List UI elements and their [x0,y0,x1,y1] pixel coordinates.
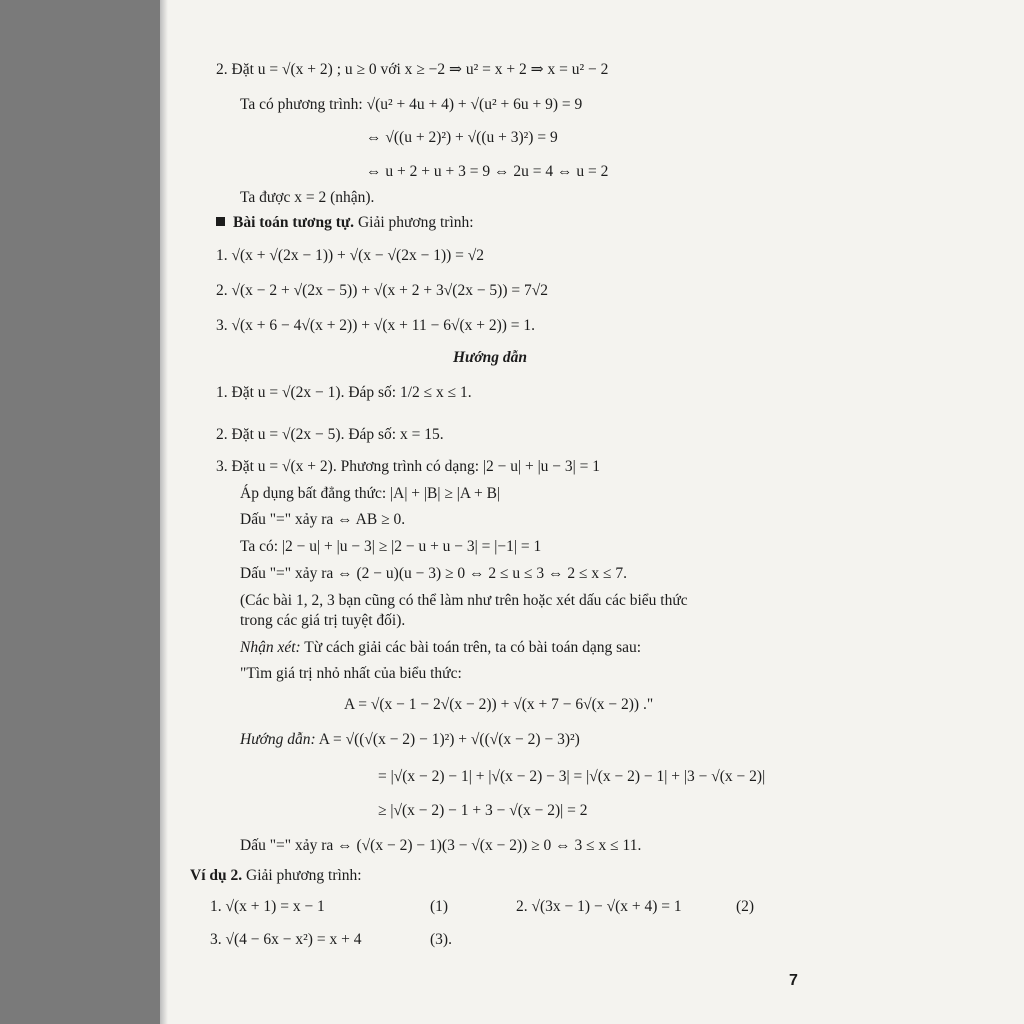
text-run: 3. Đặt u = √(x + 2). Phương trình có dạng: |2 − u| + |u − 3| = 1 [216,458,601,475]
text-run: 2. Đặt u = √(2x − 5). Đáp số: x = 15. [216,426,444,443]
text-run: ≥ |√(x − 2) − 1 + 3 − √(x − 2)| = 2 [378,802,588,819]
text-line [453,348,527,368]
text-run: A = √(x − 1 − 2√(x − 2)) + √(x + 7 − 6√(x − 2)) ." [344,696,654,713]
text-line [216,425,444,445]
text-line [736,897,754,917]
text-line [240,564,627,584]
text-line [216,213,474,233]
text-run: "Tìm giá trị nhỏ nhất của biểu thức: [240,665,462,682]
text-run: Từ cách giải các bài toán trên, ta có bài toán dạng sau: [300,639,642,656]
text-run: Ta được x = 2 (nhận). [240,189,375,206]
text-line [210,930,361,950]
text-line [430,930,452,950]
text-run: Ta có: |2 − u| + |u − 3| ≥ |2 − u + u − 3| = |−1| = 1 [240,538,542,555]
text-run: 2. √(3x − 1) − √(x + 4) = 1 [516,898,682,915]
text-line [216,316,535,336]
text-line [240,188,374,208]
text-line [240,591,688,611]
text-line [216,281,548,301]
text-line [430,897,448,917]
text-run: (3). [430,931,452,948]
text-run: (2) [736,898,755,915]
text-line [516,897,682,917]
text-line [344,695,653,715]
text-line [240,537,541,557]
text-line [190,866,362,886]
text-run: Dấu "=" xảy ra ⇔ (√(x − 2) − 1)(3 − √(x − 2)) ≥ 0 ⇔ 3 ≤ x ≤ 11. [240,837,642,854]
text-line [366,128,558,148]
text-run: (Các bài 1, 2, 3 bạn cũng có thể làm như trên hoặc xét dấu các biểu thức [240,592,688,609]
text-run: Áp dụng bất đẳng thức: |A| + |B| ≥ |A + B| [240,485,501,502]
text-run: = |√(x − 2) − 1| + |√(x − 2) − 3| = |√(x − 2) − 1| + |3 − √(x − 2)| [378,768,766,785]
text-run: (1) [430,898,449,915]
book-page [160,0,1024,1024]
text-line [240,638,641,658]
text-line [216,383,472,403]
text-run: 2. Đặt u = √(x + 2) ; u ≥ 0 với x ≥ −2 ⇒ u² = x + 2 ⇒ x = u² − 2 [216,61,609,78]
text-run: 3. √(4 − 6x − x²) = x + 4 [210,931,362,948]
text-run: Giải phương trình: [354,214,474,231]
text-line [240,836,641,856]
page-number: 7 [789,972,798,989]
text-line [216,457,600,477]
text-line [378,767,765,787]
text-line [240,611,405,631]
text-run: 1. √(x + √(2x − 1)) + √(x − √(2x − 1)) = √2 [216,247,485,264]
text-run: Giải phương trình: [242,867,362,884]
text-line [378,801,587,821]
text-run: Dấu "=" xảy ra ⇔ (2 − u)(u − 3) ≥ 0 ⇔ 2 ≤ u ≤ 3 ⇔ 2 ≤ x ≤ 7. [240,565,628,582]
page-fold-shadow [160,0,168,1024]
text-run: trong các giá trị tuyệt đối). [240,612,406,629]
text-line [240,95,582,115]
text-line [210,897,325,917]
text-line [240,510,405,530]
text-line [240,664,462,684]
text-run: Dấu "=" xảy ra ⇔ AB ≥ 0. [240,511,406,528]
text-run: A = √((√(x − 2) − 1)²) + √((√(x − 2) − 3)²) [315,731,580,748]
bullet-square-icon [216,217,225,226]
text-run: Bài toán tương tự. [233,214,355,231]
text-line [240,484,500,504]
text-run: Hướng dẫn: [240,731,316,748]
text-run: ⇔ u + 2 + u + 3 = 9 ⇔ 2u = 4 ⇔ u = 2 [366,163,609,180]
text-line [366,162,608,182]
text-line [216,246,484,266]
text-run: Nhận xét: [240,639,301,656]
text-run: 1. √(x + 1) = x − 1 [210,898,325,915]
text-run: 3. √(x + 6 − 4√(x + 2)) + √(x + 11 − 6√(x + 2)) = 1. [216,317,536,334]
text-line [216,60,608,80]
text-run: Hướng dẫn [453,349,528,366]
text-run: 1. Đặt u = √(2x − 1). Đáp số: 1/2 ≤ x ≤ 1. [216,384,472,401]
text-run: Ta có phương trình: √(u² + 4u + 4) + √(u² + 6u + 9) = 9 [240,96,583,113]
text-run: ⇔ √((u + 2)²) + √((u + 3)²) = 9 [366,129,558,146]
text-run: 2. √(x − 2 + √(2x − 5)) + √(x + 2 + 3√(2x − 5)) = 7√2 [216,282,549,299]
text-line [240,730,580,750]
text-run: Ví dụ 2. [190,867,243,884]
